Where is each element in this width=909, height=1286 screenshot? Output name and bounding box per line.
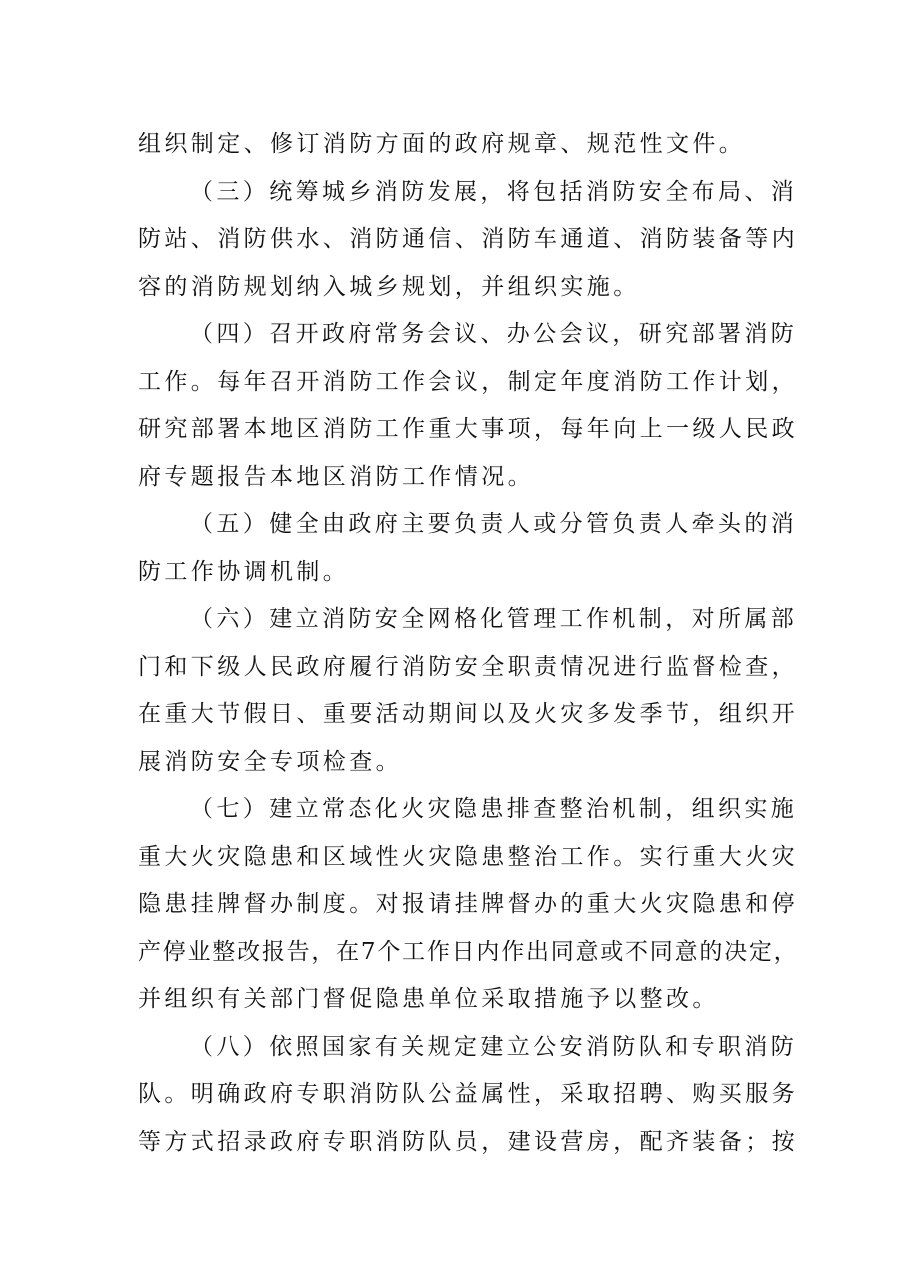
text-line: 队。明确政府专职消防队公益属性，采取招聘、购买服务 <box>138 1081 798 1107</box>
text-line: 门和下级人民政府履行消防安全职责情况进行监督检查， <box>138 653 798 680</box>
text-line: 在重大节假日、重要活动期间以及火灾多发季节，组织开 <box>138 701 798 727</box>
text-line: 容的消防规划纳入城乡规划，并组织实施。 <box>138 273 640 300</box>
paragraph-first-line: （三）统筹城乡消防发展，将包括消防安全布局、消 <box>190 178 798 205</box>
text-line: 组织制定、修订消防方面的政府规章、规范性文件。 <box>138 131 746 157</box>
text-line: 展消防安全专项检查。 <box>138 748 402 775</box>
text-line: 研究部署本地区消防工作重大事项，每年向上一级人民政 <box>138 416 798 442</box>
text-line: 工作。每年召开消防工作会议，制定年度消防工作计划， <box>138 368 798 395</box>
paragraph-first-line: （七）建立常态化火灾隐患排查整治机制，组织实施 <box>190 796 798 822</box>
paragraph-first-line: （八）依照国家有关规定建立公安消防队和专职消防 <box>190 1033 798 1060</box>
text-line: 重大火灾隐患和区域性火灾隐患整治工作。实行重大火灾 <box>138 843 798 870</box>
document-body <box>138 121 799 1166</box>
paragraph-first-line: （四）召开政府常务会议、办公会议，研究部署消防 <box>190 321 798 347</box>
paragraph-first-line: （五）健全由政府主要负责人或分管负责人牵头的消 <box>190 511 798 537</box>
text-line: 并组织有关部门督促隐患单位采取措施予以整改。 <box>138 986 719 1012</box>
text-line: 防工作协调机制。 <box>138 558 350 585</box>
text-line: 防站、消防供水、消防通信、消防车通道、消防装备等内 <box>138 226 798 252</box>
text-line: 等方式招录政府专职消防队员，建设营房，配齐装备；按 <box>138 1128 798 1155</box>
paragraph-first-line: （六）建立消防安全网格化管理工作机制，对所属部 <box>190 606 798 632</box>
text-line: 府专题报告本地区消防工作情况。 <box>138 463 534 490</box>
text-line: 产停业整改报告，在7个工作日内作出同意或不同意的决定， <box>138 938 799 965</box>
text-line: 隐患挂牌督办制度。对报请挂牌督办的重大火灾隐患和停 <box>138 891 798 917</box>
